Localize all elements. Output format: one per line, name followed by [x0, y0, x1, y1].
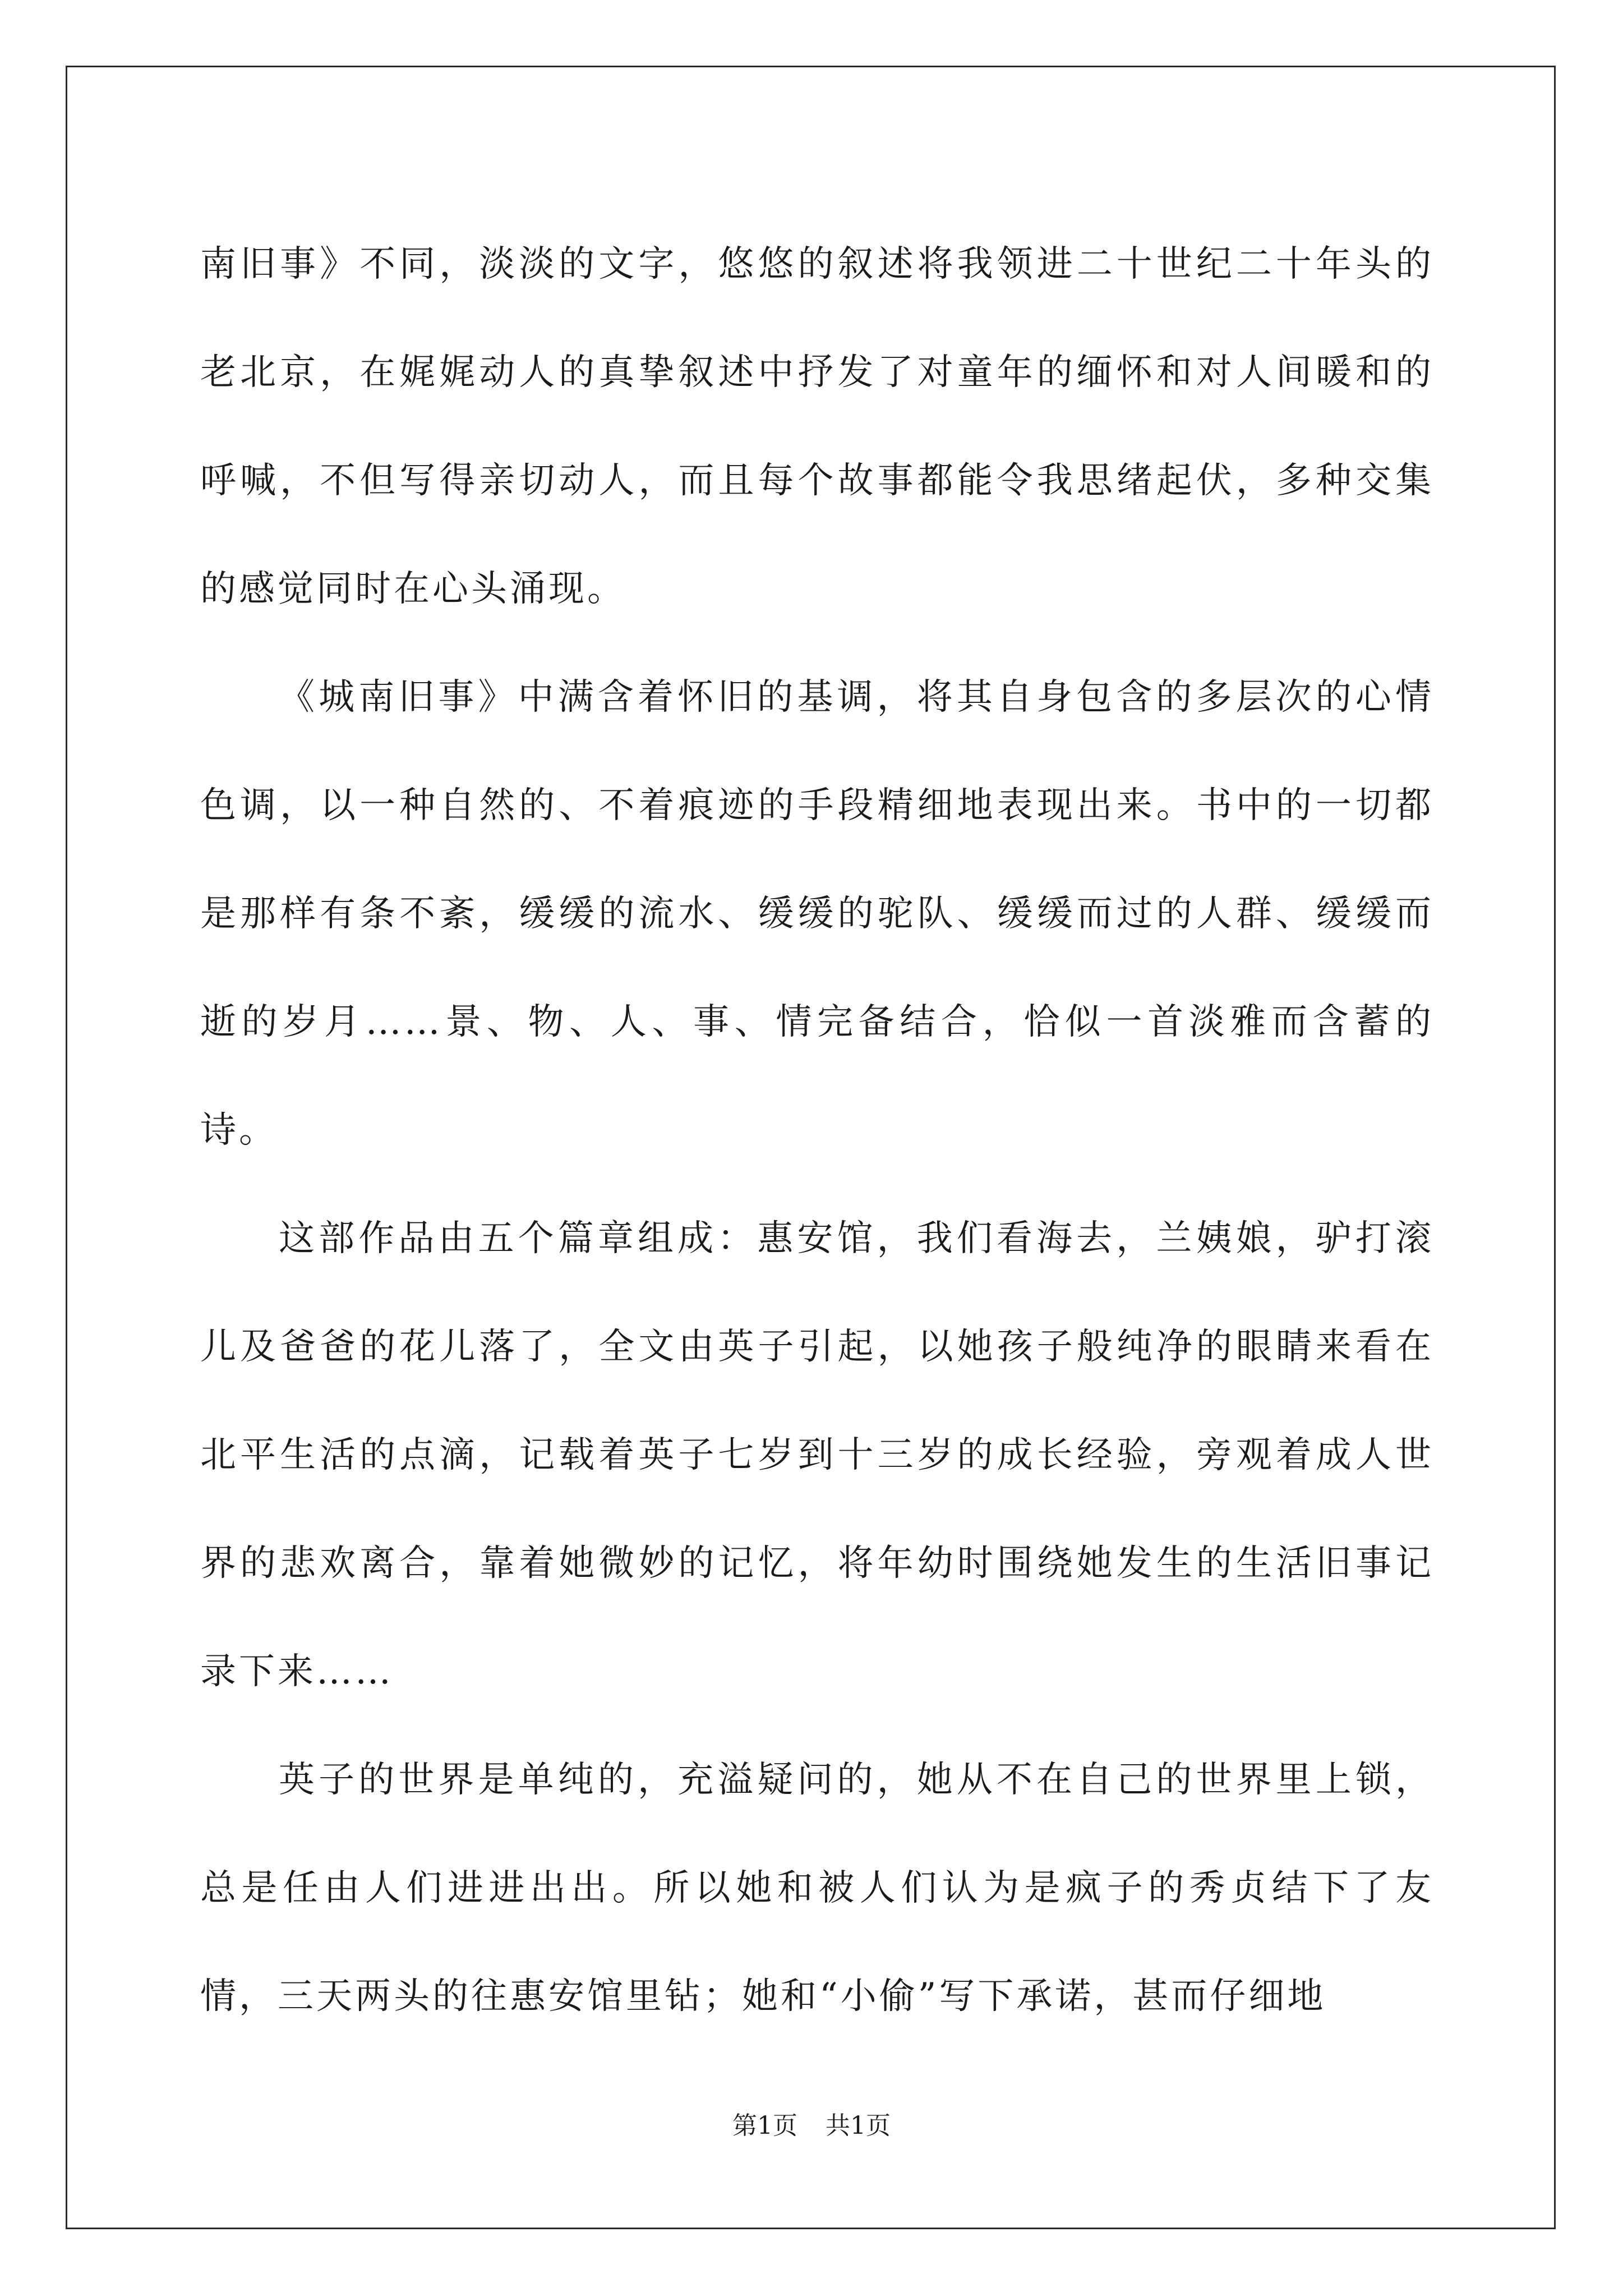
page-footer: [0, 2109, 1623, 2143]
paragraph-2: 《城南旧事》中满含着怀旧的基调，将其自身包含的多层次的心情色调，以一种自然的、不着痕迹的手段精细地表现出来。书中的一切都是那样有条不紊，缓缓的流水、缓缓的驼队、缓缓而过的人群、缓缓而逝的岁月……景、物、人、事、情完备结合，恰似一首淡雅而含蓄的诗。: [200, 677, 1434, 1151]
paragraph-1: 南旧事》不同，淡淡的文字，悠悠的叙述将我领进二十世纪二十年头的老北京，在娓娓动人的真挚叙述中抒发了对童年的缅怀和对人间暖和的呼喊，不但写得亲切动人，而且每个故事都能令我思绪起伏，多种交集的感觉同时在心头涌现。: [200, 243, 1434, 610]
page-number-total: 共1页: [826, 2111, 891, 2140]
document-body: [200, 210, 1434, 2051]
page-number-current: 第1页: [732, 2111, 797, 2140]
paragraph-4: 英子的世界是单纯的，充溢疑问的，她从不在自己的世界里上锁，总是任由人们进进出出。所以她和被人们认为是疯子的秀贞结下了友情，三天两头的往惠安馆里钻；她和“小偷”写下承诺，甚而仔细地: [200, 1759, 1434, 2017]
paragraph-3: 这部作品由五个篇章组成：惠安馆，我们看海去，兰姨娘，驴打滚儿及爸爸的花儿落了，全文由英子引起，以她孩子般纯净的眼睛来看在北平生活的点滴，记载着英子七岁到十三岁的成长经验，旁观着成人世界的悲欢离合，靠着她微妙的记忆，将年幼时围绕她发生的生活旧事记录下来……: [200, 1218, 1434, 1692]
